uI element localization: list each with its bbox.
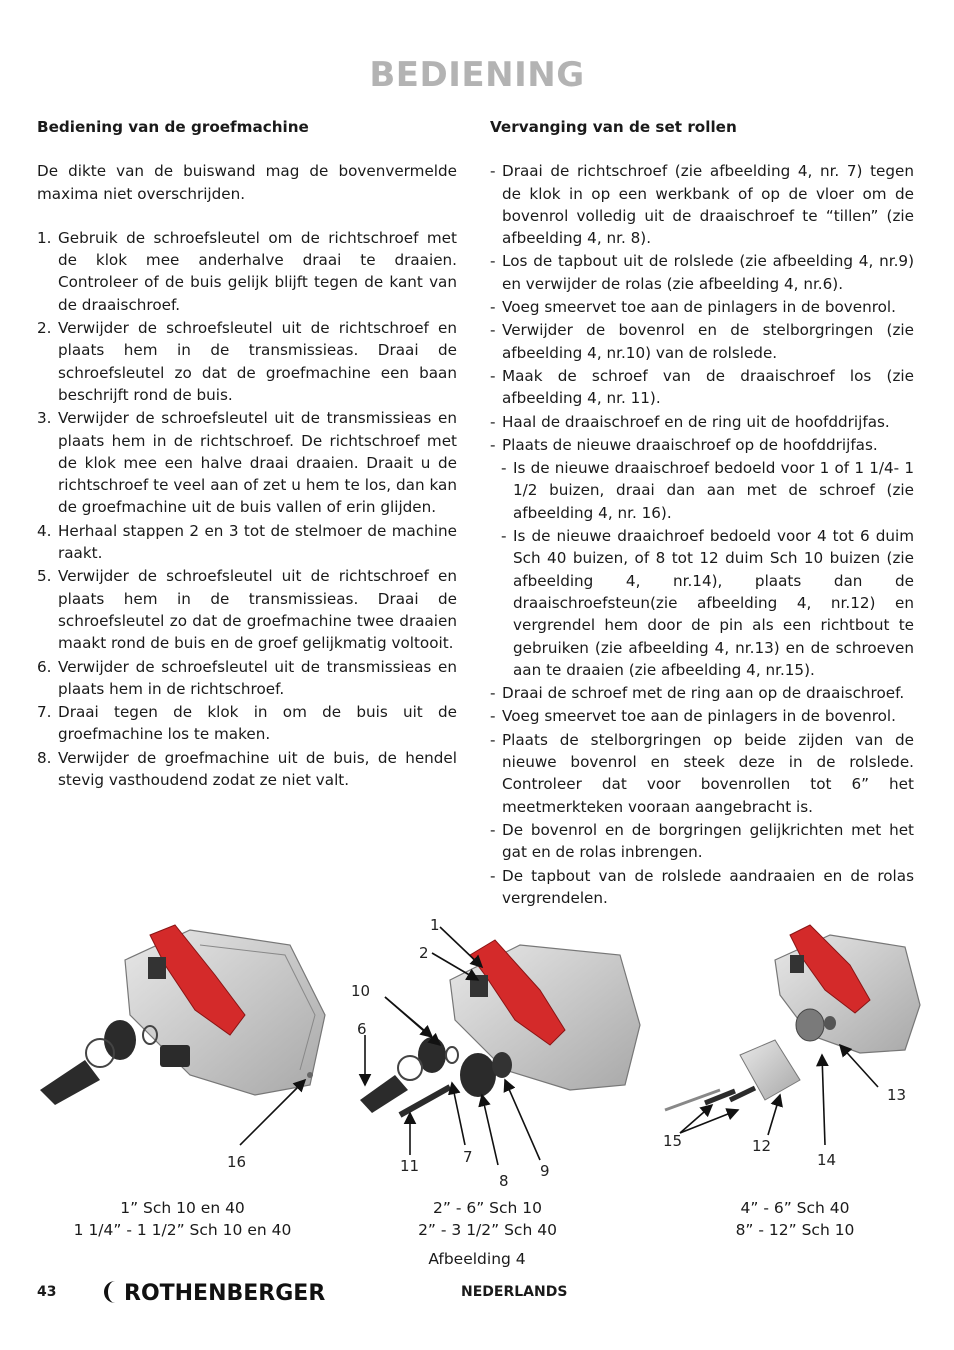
step-number: 8. xyxy=(37,748,52,767)
callout-2: 2 xyxy=(419,944,429,962)
page-number: 43 xyxy=(37,1284,57,1300)
replacement-text: Plaats de stelborgringen op beide zijden van de nieuwe bovenrol en steek deze in de rolslede. Controleer dat voor bovenrollen tot 6” het meetmerkteken vooraan aangebracht is. xyxy=(502,730,914,816)
replacement-text: Los de tapbout uit de rolslede (zie afbeelding 4, nr.9) en verwijder de rolas (zie afbeelding 4, nr.6). xyxy=(502,252,914,293)
replacement-item: - Los de tapbout uit de rolslede (zie afbeelding 4, nr.9) en verwijder de rolas (zie afbeelding 4, nr.6). xyxy=(490,252,914,293)
page-title: BEDIENING xyxy=(369,55,585,95)
groover-machine-3 xyxy=(665,925,920,1110)
replacement-item: - Draai de richtschroef (zie afbeelding 4, nr. 7) tegen de klok in op een werkbank of op de vloer om de bovenrol volledig uit de draaischroef te “tillen” (zie afbeelding 4, nr. 8). xyxy=(490,162,914,248)
step-item xyxy=(37,565,457,654)
step-text: Gebruik de schroefsleutel om de richtschroef met de klok mee anderhalve draai te draaien. Controleer of de buis gelijk blijft tegen de kant van de draaischroef. xyxy=(58,228,457,314)
right-column xyxy=(490,116,914,910)
replacement-item: - De bovenrol en de borgringen gelijkrichten met het gat en de rolas inbrengen. xyxy=(490,820,914,862)
step-item xyxy=(37,747,457,792)
replacement-text: Is de nieuwe draaichroef bedoeld voor 4 tot 6 duim Sch 40 buizen, of 8 tot 12 duim Sch 10 buizen (zie afbeelding 4, nr.14), plaats dan de draaischroefsteun(zie afbeelding 4, nr.12) en vergrendel hem door de pin als een richtbout te gebruiken (zie afbeelding 4, nr.13) en de schroeven aan te draaien (zie afbeelding 4, nr.15). xyxy=(513,527,914,679)
callout-9: 9 xyxy=(540,1162,550,1180)
replacement-text: Maak de schroef van de draaischroef los (zie afbeelding 4, nr. 11). xyxy=(502,366,914,408)
step-text: Verwijder de schroefsleutel uit de richtschroef en plaats hem in de transmissieas. Draai de schroefsleutel zo dat de groefmachine twee draaien maakt rond de buis en de groef gelijkmatig voltooit. xyxy=(58,567,457,653)
step-number: 3. xyxy=(37,409,52,428)
figure-4-illustration xyxy=(0,905,954,1175)
logo-mark-icon xyxy=(104,1281,122,1303)
replacement-text: Haal de draaischroef en de ring uit de hoofddrijfas. xyxy=(502,412,890,431)
caption-3: 4” - 6” Sch 40 8” - 12” Sch 10 xyxy=(735,1199,855,1239)
replacement-text: Plaats de nieuwe draaischroef op de hoofddrijfas. xyxy=(502,435,878,454)
step-item xyxy=(37,227,457,316)
brand-logo: ROTHENBERGER xyxy=(104,1281,325,1306)
step-item xyxy=(37,317,457,406)
step-text: Verwijder de groefmachine uit de buis, de hendel stevig vasthoudend zodat ze niet valt. xyxy=(58,748,457,790)
replacement-item: - Voeg smeervet toe aan de pinlagers in de bovenrol. xyxy=(490,707,896,726)
callout-16: 16 xyxy=(227,1153,247,1171)
step-item xyxy=(37,656,457,701)
replacement-text: De tapbout van de rolslede aandraaien en de rolas vergrendelen. xyxy=(502,866,914,907)
callout-15: 15 xyxy=(663,1132,683,1150)
callout-10: 10 xyxy=(351,982,371,1000)
language-label: NEDERLANDS xyxy=(461,1284,568,1300)
replacement-item: - Maak de schroef van de draaischroef los (zie afbeelding 4, nr. 11). xyxy=(490,366,914,408)
step-number: 7. xyxy=(37,703,52,722)
step-item xyxy=(37,407,457,518)
replacement-item: - Is de nieuwe draaichroef bedoeld voor 4 tot 6 duim Sch 40 buizen, of 8 tot 12 duim Sch 10 buizen (zie afbeelding 4, nr.14), plaats dan de draaischroefsteun(zie afbeelding 4, nr.12) en vergrendel hem door de pin als een richtbout te gebruiken (zie afbeelding 4, nr.13) en de schroeven aan te draaien (zie afbeelding 4, nr.15). xyxy=(501,527,914,679)
callout-14: 14 xyxy=(817,1151,837,1169)
step-text: Verwijder de schroefsleutel uit de richtschroef en plaats hem in de transmissieas. Draai de schroefsleutel zo dat de groefmachine een baan beschrijft rond de buis. xyxy=(58,319,457,404)
step-text: Verwijder de schroefsleutel uit de transmissieas en plaats hem in de richtschroef. xyxy=(58,657,457,698)
replacement-item: - Verwijder de bovenrol en de stelborgringen (zie afbeelding 4, nr.10) van de rolslede. xyxy=(490,321,914,362)
left-heading: Bediening van de groefmachine xyxy=(37,118,309,136)
step-text: Draai tegen de klok in om de buis uit de groefmachine los te maken. xyxy=(58,703,457,744)
replacement-text: Voeg smeervet toe aan de pinlagers in de bovenrol. xyxy=(502,298,896,317)
replacement-text: De bovenrol en de borgringen gelijkrichten met het gat en de rolas inbrengen. xyxy=(502,820,914,862)
step-number: 2. xyxy=(37,319,52,338)
left-intro: De dikte van de buiswand mag de bovenvermelde maxima niet overschrijden. xyxy=(37,162,457,203)
groover-machine-2 xyxy=(360,940,640,1115)
left-column xyxy=(37,116,457,792)
groover-machine-1 xyxy=(40,925,325,1105)
step-text: Herhaal stappen 2 en 3 tot de stelmoer de machine raakt. xyxy=(58,521,457,563)
replacement-text: Is de nieuwe draaischroef bedoeld voor 1 of 1 1/4- 1 1/2 buizen, draai dan aan met de schroef (zie afbeelding 4, nr. 16). xyxy=(513,459,914,522)
replacement-item: - Voeg smeervet toe aan de pinlagers in de bovenrol. xyxy=(490,298,896,317)
replacement-text: Draai de richtschroef (zie afbeelding 4, nr. 7) tegen de klok in op een werkbank of op de vloer om de bovenrol volledig uit de draaischroef te “tillen” (zie afbeelding 4, nr. 8). xyxy=(502,162,914,248)
callout-12: 12 xyxy=(752,1137,772,1155)
replacement-text: Verwijder de bovenrol en de stelborgringen (zie afbeelding 4, nr.10) van de rolslede. xyxy=(502,321,914,362)
replacement-item: - De tapbout van de rolslede aandraaien en de rolas vergrendelen. xyxy=(490,866,914,907)
figure-label: Afbeelding 4 xyxy=(428,1250,526,1268)
replacement-item: - Plaats de nieuwe draaischroef op de hoofddrijfas. xyxy=(490,435,878,454)
replacement-item: - Haal de draaischroef en de ring uit de hoofddrijfas. xyxy=(490,412,890,431)
callout-13: 13 xyxy=(887,1086,907,1104)
operation-steps xyxy=(37,227,457,791)
step-text: Verwijder de schroefsleutel uit de transmissieas en plaats hem in de richtschroef. De richtschroef met de klok mee een halve draai draaien. Draait u de richtschroef te veel aan of zet u hem te los, dan kan de groefmachine uit de buis vallen of erin glijden. xyxy=(58,409,457,517)
replacement-text: Voeg smeervet toe aan de pinlagers in de bovenrol. xyxy=(502,707,896,726)
step-item xyxy=(37,520,457,565)
step-number: 4. xyxy=(37,521,52,540)
replacement-text: Draai de schroef met de ring aan op de draaischroef. xyxy=(502,684,905,703)
step-number: 1. xyxy=(37,228,52,247)
step-number: 5. xyxy=(37,567,52,586)
step-number: 6. xyxy=(37,657,52,676)
right-heading: Vervanging van de set rollen xyxy=(490,118,737,136)
caption-2: 2” - 6” Sch 10 2” - 3 1/2” Sch 40 xyxy=(418,1199,557,1239)
callout-11: 11 xyxy=(400,1157,420,1175)
caption-1: 1” Sch 10 en 40 1 1/4” - 1 1/2” Sch 10 en 40 xyxy=(73,1199,292,1239)
replacement-item: - Draai de schroef met de ring aan op de draaischroef. xyxy=(490,684,905,703)
replacement-item: - Is de nieuwe draaischroef bedoeld voor 1 of 1 1/4- 1 1/2 buizen, draai dan aan met de schroef (zie afbeelding 4, nr. 16). xyxy=(501,459,914,522)
callout-7: 7 xyxy=(463,1148,473,1166)
step-item xyxy=(37,701,457,746)
callout-6: 6 xyxy=(357,1020,367,1038)
callout-8: 8 xyxy=(499,1172,509,1190)
callout-1: 1 xyxy=(430,916,440,934)
replacement-steps xyxy=(490,160,914,909)
replacement-item: - Plaats de stelborgringen op beide zijden van de nieuwe bovenrol en steek deze in de rolslede. Controleer dat voor bovenrollen tot 6” het meetmerkteken vooraan aangebracht is. xyxy=(490,730,914,816)
